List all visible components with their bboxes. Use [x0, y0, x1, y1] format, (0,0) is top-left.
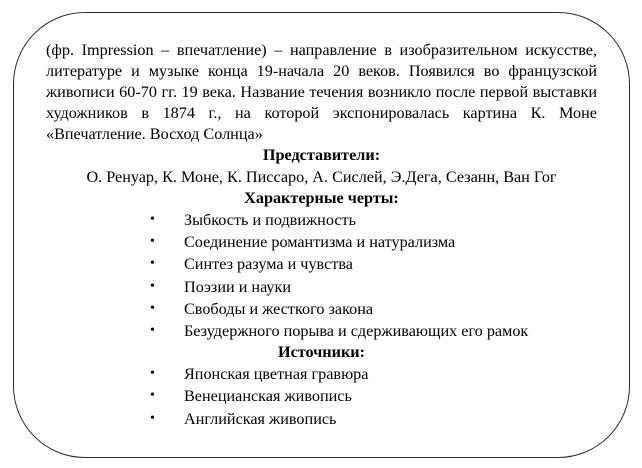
- features-heading: Характерные черты:: [244, 189, 399, 207]
- list-item-text: Свободы и жесткого закона: [184, 299, 374, 318]
- list-item: [46, 363, 597, 385]
- bullet-icon: •: [150, 256, 155, 272]
- list-item-text: Поэзии и науки: [184, 277, 292, 296]
- features-list: [46, 209, 597, 342]
- sources-heading: Источники:: [277, 343, 365, 362]
- list-item-text: Синтез разума и чувства: [184, 255, 353, 274]
- list-item-text: Соединение романтизма и натурализма: [184, 233, 456, 252]
- list-item-text: Японская цветная гравюра: [184, 365, 369, 384]
- list-item: [46, 298, 597, 320]
- bullet-icon: •: [150, 234, 155, 250]
- bullet-icon: •: [150, 388, 155, 404]
- list-item: [46, 385, 597, 407]
- list-item: [46, 276, 597, 298]
- intro-paragraph: (фр. Impression – впечатление) – направление в изобразительном искусстве, литературе и музыке конца 19-начала 20 веков. Появился во французской живописи 60-70 гг. 19 века. Название течения возникло после первой выставки художников в 1874 г., на которой экспонировалась картина К. Моне «Впечатление. Восход Солнца»: [46, 41, 597, 143]
- document-content: [46, 40, 597, 430]
- representatives-heading: Представители:: [262, 146, 381, 164]
- list-item: [46, 253, 597, 275]
- bullet-icon: •: [150, 323, 155, 339]
- list-item: [46, 209, 597, 231]
- list-item: [46, 320, 597, 342]
- list-item-text: Зыбкость и подвижность: [184, 211, 356, 229]
- list-item-text: Английская живопись: [184, 409, 337, 428]
- list-item-text: Венецианская живопись: [184, 387, 352, 406]
- bullet-icon: •: [150, 366, 155, 382]
- bullet-icon: •: [150, 410, 155, 426]
- list-item: [46, 408, 597, 430]
- bullet-icon: •: [150, 278, 155, 294]
- sources-list: [46, 363, 597, 430]
- representatives-names: О. Ренуар, К. Моне, К. Писсаро, А. Сислей, Э.Дега, Сезанн, Ван Гог: [86, 168, 557, 186]
- list-item-text: Безудержного порыва и сдерживающих его рамок: [184, 322, 529, 341]
- bullet-icon: •: [150, 212, 155, 227]
- list-item: [46, 231, 597, 253]
- bullet-icon: •: [150, 300, 155, 316]
